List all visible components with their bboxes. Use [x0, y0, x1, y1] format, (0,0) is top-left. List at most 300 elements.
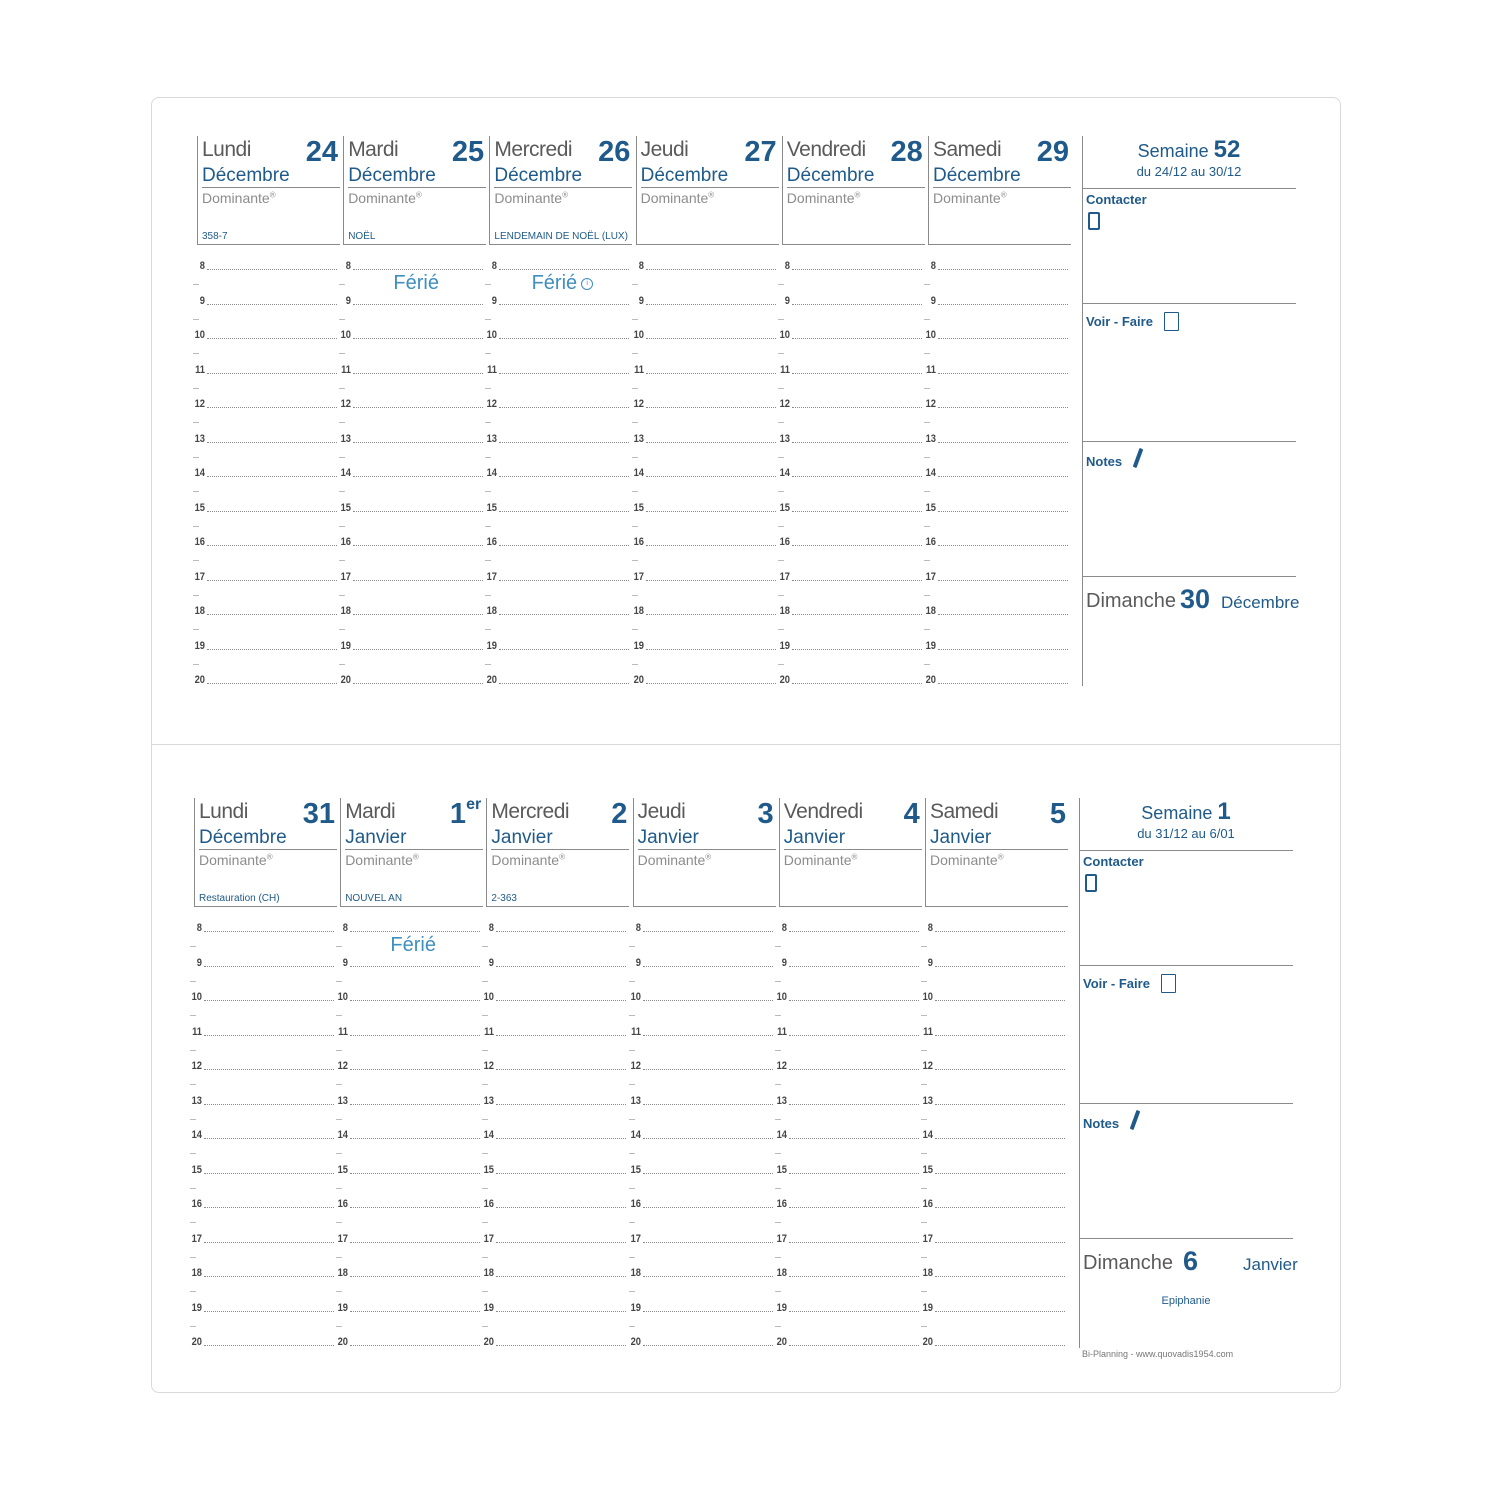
hour-slot-9[interactable] [191, 295, 337, 307]
phone-icon [1085, 874, 1097, 892]
hour-slot-17[interactable] [188, 1233, 334, 1245]
hour-slot-17[interactable] [776, 571, 922, 583]
hour-slot-20[interactable] [773, 1336, 919, 1348]
hour-line [643, 1311, 773, 1312]
hour-slot-11[interactable] [776, 364, 922, 376]
hour-number: 10 [779, 329, 790, 341]
hour-slot-18[interactable] [776, 605, 922, 617]
hour-slot-10[interactable] [483, 329, 629, 341]
hour-line [353, 269, 483, 270]
hour-slot-19[interactable] [334, 1302, 480, 1314]
hour-line [643, 1069, 773, 1070]
hour-slot-15[interactable] [776, 502, 922, 514]
day-column-vendredi [779, 136, 928, 726]
hour-slot-19[interactable] [922, 640, 1068, 652]
hour-slot-15[interactable] [337, 502, 483, 514]
hour-number: 9 [927, 956, 933, 969]
hour-number: 8 [784, 260, 790, 272]
panel-border [1079, 1103, 1080, 1238]
hour-slot-19[interactable] [480, 1302, 626, 1314]
day-column-mardi [337, 796, 486, 1388]
half-hour-mark [336, 1084, 342, 1085]
hour-slot-20[interactable] [483, 674, 629, 686]
hour-number: 10 [633, 329, 644, 341]
half-hour-mark [485, 422, 491, 423]
hour-number: 13 [633, 432, 644, 445]
hour-slot-9[interactable] [773, 957, 919, 969]
half-hour-mark [778, 457, 784, 458]
registered-mark: ® [562, 190, 568, 200]
hour-slot-18[interactable] [188, 1267, 334, 1279]
phone-icon [1088, 212, 1100, 230]
hour-slot-16[interactable] [191, 536, 337, 548]
half-hour-mark [482, 1222, 488, 1223]
hour-slot-18[interactable] [483, 605, 629, 617]
registered-mark: ® [708, 190, 715, 200]
registered-mark: ® [705, 852, 712, 862]
sunday-number: 6 [1183, 1246, 1199, 1276]
hour-slot-10[interactable] [188, 991, 334, 1003]
hour-line [207, 614, 337, 615]
day-name: Samedi [930, 800, 999, 823]
hour-slot-13[interactable] [776, 433, 922, 445]
hour-line [789, 1242, 919, 1243]
panel-border [1082, 576, 1083, 686]
hour-number: 9 [635, 956, 641, 969]
half-hour-mark [193, 491, 199, 492]
hour-number: 18 [630, 1267, 641, 1279]
hour-slot-18[interactable] [337, 605, 483, 617]
half-hour-mark [921, 1188, 927, 1189]
hour-number: 15 [486, 501, 498, 514]
hour-number: 11 [923, 1025, 933, 1038]
hour-slot-10[interactable] [776, 329, 922, 341]
hour-slot-13[interactable] [483, 433, 629, 445]
hour-number: 9 [199, 294, 205, 307]
hour-slot-17[interactable] [773, 1233, 919, 1245]
half-hour-mark [482, 1291, 488, 1292]
dominante-label: Dominante® [348, 190, 422, 206]
panel-border [1079, 850, 1080, 965]
hour-slot-16[interactable] [776, 536, 922, 548]
hour-slot-14[interactable] [922, 467, 1068, 479]
half-hour-mark [336, 1291, 342, 1292]
hour-slot-15[interactable] [480, 1164, 626, 1176]
day-header [197, 136, 340, 245]
half-hour-mark [339, 560, 345, 561]
dominante-label: Dominante® [202, 190, 276, 206]
hour-slot-16[interactable] [922, 536, 1068, 548]
day-month: Janvier [345, 827, 407, 848]
hour-slot-12[interactable] [337, 398, 483, 410]
hour-slot-13[interactable] [922, 433, 1068, 445]
hour-slot-13[interactable] [630, 433, 776, 445]
hour-slot-11[interactable] [188, 1026, 334, 1038]
hour-slot-14[interactable] [334, 1129, 480, 1141]
hour-slot-17[interactable] [483, 571, 629, 583]
hour-slot-19[interactable] [773, 1302, 919, 1314]
hour-line [350, 1138, 480, 1139]
day-month: Janvier [783, 827, 846, 848]
hour-line [350, 1276, 480, 1277]
hour-slot-10[interactable] [630, 329, 776, 341]
hour-slot-18[interactable] [627, 1267, 773, 1279]
hour-line [207, 304, 337, 305]
hour-line [938, 269, 1068, 270]
hour-slot-16[interactable] [334, 1198, 480, 1210]
hour-slot-9[interactable] [627, 957, 773, 969]
hour-slot-14[interactable] [188, 1129, 334, 1141]
registered-mark: ® [854, 190, 861, 200]
hour-line [646, 442, 776, 443]
hour-slot-9[interactable] [337, 295, 483, 307]
hour-slot-8[interactable] [483, 260, 629, 272]
half-hour-mark [629, 1257, 635, 1258]
hour-line [935, 1311, 1065, 1312]
hour-line [935, 1173, 1065, 1174]
hour-slot-12[interactable] [773, 1060, 919, 1072]
hour-slot-10[interactable] [919, 991, 1065, 1003]
hour-slot-13[interactable] [334, 1095, 480, 1107]
half-hour-mark [921, 1222, 927, 1223]
hour-slot-12[interactable] [630, 398, 776, 410]
hour-slot-12[interactable] [483, 398, 629, 410]
hour-slot-11[interactable] [922, 364, 1068, 376]
hour-slot-15[interactable] [188, 1164, 334, 1176]
hour-number: 9 [781, 956, 787, 969]
half-hour-mark [336, 946, 342, 947]
hour-slot-20[interactable] [337, 674, 483, 686]
hour-slot-10[interactable] [191, 329, 337, 341]
hour-slot-14[interactable] [191, 467, 337, 479]
hour-slot-18[interactable] [191, 605, 337, 617]
registered-mark: ® [851, 852, 858, 862]
hour-slot-18[interactable] [334, 1267, 480, 1279]
hour-slot-12[interactable] [191, 398, 337, 410]
hour-slot-11[interactable] [334, 1026, 480, 1038]
hour-slot-16[interactable] [483, 536, 629, 548]
hour-slot-19[interactable] [919, 1302, 1065, 1314]
hour-slot-20[interactable] [919, 1336, 1065, 1348]
hour-slot-17[interactable] [191, 571, 337, 583]
hour-slot-19[interactable] [483, 640, 629, 652]
hour-number: 9 [345, 294, 352, 307]
hour-slot-19[interactable] [627, 1302, 773, 1314]
hour-slot-19[interactable] [630, 640, 776, 652]
half-hour-mark [190, 1291, 196, 1292]
half-hour-mark [190, 1084, 196, 1085]
registered-mark: ® [1000, 190, 1007, 200]
hour-slot-19[interactable] [337, 640, 483, 652]
half-hour-mark [629, 1153, 635, 1154]
week-52 [0, 136, 1500, 756]
hour-line [789, 931, 919, 932]
hour-slot-15[interactable] [919, 1164, 1065, 1176]
hour-number: 17 [776, 1232, 787, 1245]
hour-slot-18[interactable] [480, 1267, 626, 1279]
hour-line [789, 1035, 919, 1036]
hour-slot-12[interactable] [776, 398, 922, 410]
hour-slot-20[interactable] [776, 674, 922, 686]
hour-line [350, 1104, 480, 1105]
hour-slot-13[interactable] [191, 433, 337, 445]
panel-border [1079, 965, 1080, 1103]
hour-slot-17[interactable] [919, 1233, 1065, 1245]
hour-slot-15[interactable] [334, 1164, 480, 1176]
hour-slot-15[interactable] [922, 502, 1068, 514]
panel-border [1082, 303, 1083, 441]
hour-slot-11[interactable] [483, 364, 629, 376]
hour-slot-16[interactable] [188, 1198, 334, 1210]
hour-slot-13[interactable] [627, 1095, 773, 1107]
hour-slot-9[interactable] [630, 295, 776, 307]
half-hour-mark [629, 1291, 635, 1292]
hour-slot-8[interactable] [627, 922, 773, 934]
registered-mark: ® [266, 852, 273, 862]
hour-slot-19[interactable] [776, 640, 922, 652]
hour-slot-15[interactable] [630, 502, 776, 514]
hour-slot-12[interactable] [627, 1060, 773, 1072]
hour-slot-8[interactable] [773, 922, 919, 934]
ferie-label: Férié [393, 272, 439, 294]
hour-slot-16[interactable] [337, 536, 483, 548]
half-hour-mark [193, 284, 199, 285]
hour-line [792, 476, 922, 477]
half-hour-mark [482, 1084, 488, 1085]
half-hour-mark [193, 422, 199, 423]
day-column-mercredi [486, 136, 635, 726]
hour-slot-13[interactable] [480, 1095, 626, 1107]
hour-slot-18[interactable] [922, 605, 1068, 617]
hour-slot-17[interactable] [334, 1233, 480, 1245]
hour-slot-8[interactable] [188, 922, 334, 934]
hour-slot-13[interactable] [188, 1095, 334, 1107]
hour-line [204, 966, 334, 967]
hour-slot-20[interactable] [191, 674, 337, 686]
hour-number: 10 [191, 991, 202, 1003]
day-column-samedi [925, 136, 1074, 726]
hour-slot-14[interactable] [337, 467, 483, 479]
hour-slot-15[interactable] [191, 502, 337, 514]
hour-slot-14[interactable] [776, 467, 922, 479]
hour-slot-18[interactable] [773, 1267, 919, 1279]
hour-number: 9 [930, 294, 936, 307]
half-hour-mark [482, 981, 488, 982]
hour-line [646, 476, 776, 477]
hour-slot-12[interactable] [480, 1060, 626, 1072]
hour-slot-14[interactable] [480, 1129, 626, 1141]
hour-line [792, 511, 922, 512]
month-underline [784, 849, 922, 850]
hour-slot-14[interactable] [630, 467, 776, 479]
hour-slot-20[interactable] [480, 1336, 626, 1348]
hour-line [499, 373, 629, 374]
half-hour-mark [482, 946, 488, 947]
hour-line [353, 338, 483, 339]
hour-slot-11[interactable] [191, 364, 337, 376]
half-hour-mark [629, 1050, 635, 1051]
hour-slot-12[interactable] [334, 1060, 480, 1072]
hour-slot-16[interactable] [773, 1198, 919, 1210]
half-hour-mark [921, 1050, 927, 1051]
half-hour-mark [485, 284, 491, 285]
hour-number: 14 [630, 1129, 641, 1141]
hour-line [792, 407, 922, 408]
hour-number: 11 [484, 1025, 495, 1038]
hour-number: 20 [633, 674, 644, 686]
hour-number: 12 [340, 398, 352, 410]
half-hour-mark [482, 1188, 488, 1189]
hour-line [646, 304, 776, 305]
hour-number: 20 [779, 674, 790, 686]
hour-slot-10[interactable] [337, 329, 483, 341]
hour-line [646, 338, 776, 339]
hour-slot-9[interactable] [480, 957, 626, 969]
hour-slot-11[interactable] [337, 364, 483, 376]
notepad-icon [1164, 312, 1179, 331]
hour-slot-20[interactable] [630, 674, 776, 686]
hour-number: 13 [483, 1094, 495, 1107]
hour-slot-19[interactable] [191, 640, 337, 652]
hour-line [938, 304, 1068, 305]
hour-slot-11[interactable] [919, 1026, 1065, 1038]
hour-slot-15[interactable] [773, 1164, 919, 1176]
hour-slot-9[interactable] [919, 957, 1065, 969]
hour-slot-17[interactable] [630, 571, 776, 583]
hour-slot-8[interactable] [337, 260, 483, 272]
hour-slot-9[interactable] [776, 295, 922, 307]
hour-number: 13 [922, 1094, 933, 1107]
month-underline [930, 849, 1068, 850]
hour-number: 8 [342, 922, 349, 934]
hour-slot-11[interactable] [773, 1026, 919, 1038]
hour-slot-9[interactable] [334, 957, 480, 969]
month-underline [494, 187, 632, 188]
hour-slot-15[interactable] [627, 1164, 773, 1176]
hour-slot-20[interactable] [188, 1336, 334, 1348]
hour-slot-19[interactable] [188, 1302, 334, 1314]
hour-slot-10[interactable] [480, 991, 626, 1003]
day-note: LENDEMAIN DE NOËL (LUX) [494, 231, 628, 242]
hour-slot-9[interactable] [188, 957, 334, 969]
hour-slot-20[interactable] [334, 1336, 480, 1348]
half-hour-mark [775, 981, 781, 982]
half-hour-mark [632, 284, 638, 285]
hour-slot-16[interactable] [627, 1198, 773, 1210]
hour-line [350, 1000, 480, 1001]
day-column-mardi [340, 136, 489, 726]
dominante-label: Dominante® [637, 852, 712, 868]
hour-number: 8 [635, 922, 641, 934]
hour-slot-18[interactable] [630, 605, 776, 617]
hour-line [938, 683, 1068, 684]
hour-slot-14[interactable] [627, 1129, 773, 1141]
hour-number: 12 [776, 1060, 787, 1072]
hour-slot-16[interactable] [919, 1198, 1065, 1210]
hour-slot-10[interactable] [773, 991, 919, 1003]
hour-slot-8[interactable] [922, 260, 1068, 272]
hour-slot-20[interactable] [922, 674, 1068, 686]
hour-slot-11[interactable] [627, 1026, 773, 1038]
hour-slot-16[interactable] [630, 536, 776, 548]
hour-line [496, 1173, 626, 1174]
hour-number: 18 [779, 605, 790, 617]
hour-slot-10[interactable] [922, 329, 1068, 341]
hour-line [938, 614, 1068, 615]
day-note: NOËL [348, 231, 376, 242]
hour-slot-8[interactable] [191, 260, 337, 272]
hour-slot-14[interactable] [773, 1129, 919, 1141]
hour-slot-8[interactable] [776, 260, 922, 272]
hour-slot-12[interactable] [922, 398, 1068, 410]
hour-slot-11[interactable] [630, 364, 776, 376]
day-column-vendredi [776, 798, 925, 1388]
hour-number: 8 [489, 922, 495, 934]
hour-slot-14[interactable] [483, 467, 629, 479]
hour-number: 15 [191, 1163, 202, 1176]
hour-number: 8 [781, 922, 787, 934]
hour-slot-20[interactable] [627, 1336, 773, 1348]
day-header [486, 798, 629, 907]
hour-line [496, 1035, 626, 1036]
hour-line [499, 683, 629, 684]
hour-slot-11[interactable] [480, 1026, 626, 1038]
hour-number: 11 [338, 1025, 349, 1038]
hour-number: 18 [194, 605, 205, 617]
hour-slot-9[interactable] [483, 295, 629, 307]
half-hour-mark [629, 1222, 635, 1223]
day-number: 5 [1049, 798, 1066, 830]
hour-slot-17[interactable] [480, 1233, 626, 1245]
hour-line [935, 1069, 1065, 1070]
hour-line [792, 442, 922, 443]
sunday-name: Dimanche [1086, 590, 1177, 612]
hour-slot-18[interactable] [919, 1267, 1065, 1279]
hour-slot-9[interactable] [922, 295, 1068, 307]
hour-slot-8[interactable] [480, 922, 626, 934]
month-underline [638, 849, 776, 850]
hour-number: 16 [194, 536, 205, 548]
hour-number: 14 [191, 1129, 202, 1141]
hour-number: 20 [337, 1336, 349, 1348]
half-hour-mark [778, 388, 784, 389]
hour-line [792, 338, 922, 339]
half-hour-mark [339, 319, 345, 320]
hour-slot-16[interactable] [480, 1198, 626, 1210]
month-underline [199, 849, 337, 850]
day-column-lundi [191, 798, 340, 1388]
hour-slot-15[interactable] [483, 502, 629, 514]
hour-slot-10[interactable] [627, 991, 773, 1003]
hour-slot-8[interactable] [919, 922, 1065, 934]
hour-number: 14 [633, 467, 644, 479]
hour-number: 19 [779, 639, 790, 652]
hour-slot-12[interactable] [919, 1060, 1065, 1072]
hour-line [207, 338, 337, 339]
hour-slot-17[interactable] [922, 571, 1068, 583]
hour-slot-8[interactable] [334, 922, 480, 934]
hour-slot-12[interactable] [188, 1060, 334, 1072]
hour-slot-10[interactable] [334, 991, 480, 1003]
hour-number: 20 [483, 1336, 495, 1348]
hour-slot-13[interactable] [919, 1095, 1065, 1107]
hour-slot-13[interactable] [337, 433, 483, 445]
hour-slot-17[interactable] [337, 571, 483, 583]
hour-slot-13[interactable] [773, 1095, 919, 1107]
hour-slot-14[interactable] [919, 1129, 1065, 1141]
hour-slot-17[interactable] [627, 1233, 773, 1245]
hour-slot-8[interactable] [630, 260, 776, 272]
